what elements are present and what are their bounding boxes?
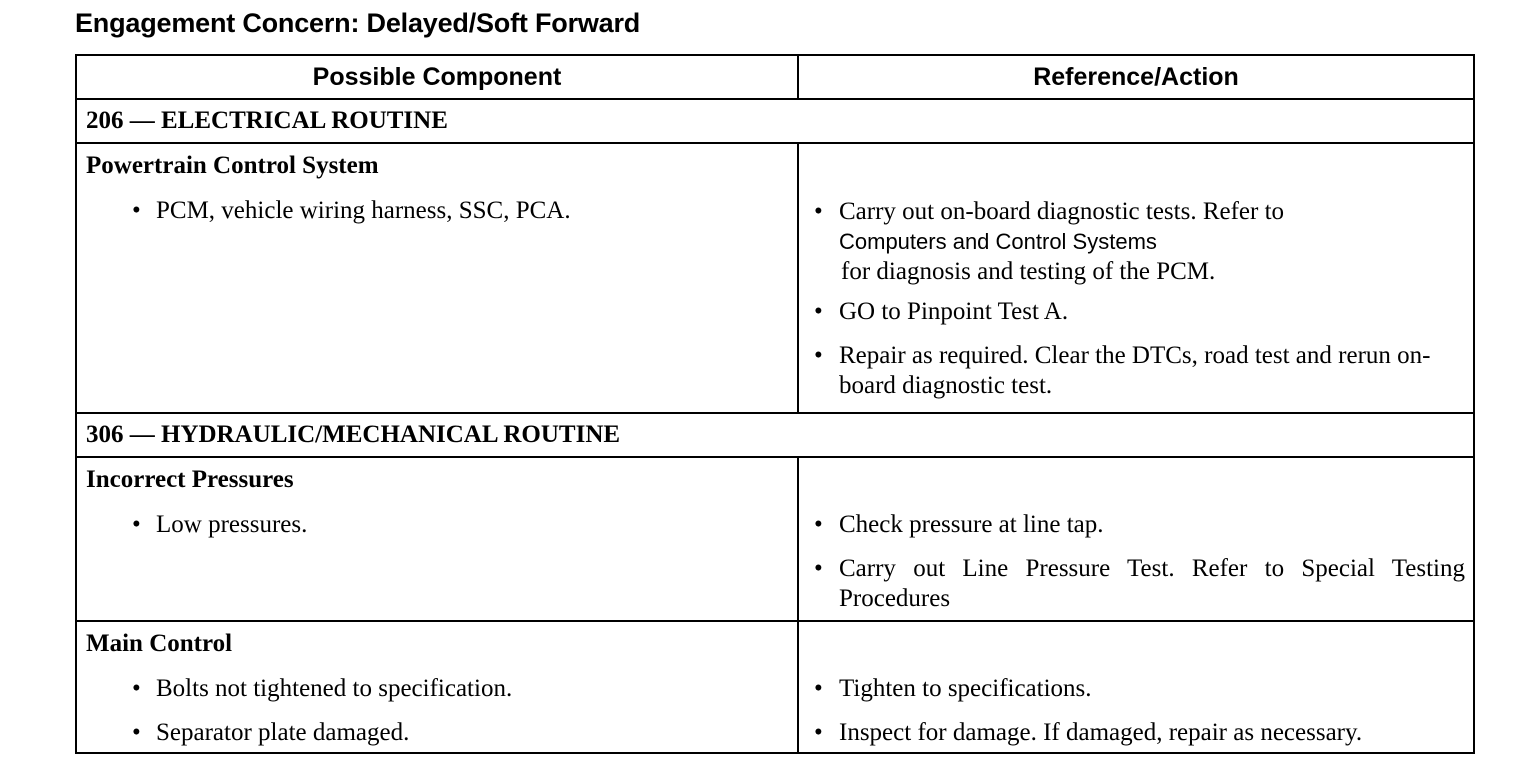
bullet-icon: • [814,342,823,369]
list-item [77,674,797,704]
component-text: PCM, vehicle wiring harness, SSC, PCA. [156,197,571,224]
table-row [76,143,1474,413]
routine-label: 306 — HYDRAULIC/MECHANICAL ROUTINE [76,413,1474,457]
list-item [799,718,1473,748]
action-list [799,674,1473,748]
page-title: Engagement Concern: Delayed/Soft Forward [75,8,641,38]
table-header-row [76,55,1474,99]
action-text: Repair as required. Clear the DTCs, road test and rerun on-board diagnostic test. [839,342,1431,399]
action-text: GO to Pinpoint Test A. [839,298,1069,325]
bullet-icon: • [814,298,823,325]
bullet-icon: • [814,719,823,746]
action-text: Inspect for damage. If damaged, repair as necessary. [839,719,1363,746]
header-possible-component: Possible Component [76,55,798,99]
reference-link[interactable]: Computers and Control Systems [839,229,1157,254]
action-text: for diagnosis and testing of the PCM. [841,258,1216,285]
component-list [77,674,797,748]
component-title: Incorrect Pressures [86,466,294,493]
component-cell [76,143,798,413]
action-list [799,197,1473,401]
list-item [799,297,1473,327]
bullet-icon: • [814,511,823,538]
component-text: Separator plate damaged. [156,719,410,746]
table-row [76,457,1474,621]
action-text: Carry out on-board diagnostic tests. Refer to [839,198,1285,225]
action-text: Tighten to specifications. [839,675,1092,702]
routine-label: 206 — ELECTRICAL ROUTINE [76,99,1474,143]
list-item [77,510,797,540]
bullet-icon: • [132,675,141,702]
component-title: Powertrain Control System [86,152,379,179]
component-list [77,510,797,540]
list-item [799,341,1473,401]
bullet-icon: • [132,719,141,746]
action-cell [798,457,1474,621]
component-list [77,196,797,226]
component-text: Low pressures. [156,511,308,538]
bullet-icon: • [132,197,141,224]
diagnosis-table [75,54,1475,754]
list-item [799,554,1473,614]
routine-row-electrical [76,99,1474,143]
action-list [799,510,1473,614]
action-text: Check pressure at line tap. [839,511,1104,538]
component-cell [76,457,798,621]
action-text: Carry out Line Pressure Test. Refer to Special Testing Procedures [839,555,1465,612]
list-item [799,197,1473,287]
list-item [799,674,1473,704]
header-reference-action: Reference/Action [798,55,1474,99]
bullet-icon: • [814,555,823,582]
component-text: Bolts not tightened to specification. [156,675,513,702]
list-item [77,718,797,748]
component-cell [76,621,798,753]
component-title: Main Control [86,630,233,657]
action-cell [798,143,1474,413]
list-item [77,196,797,226]
table-row [76,621,1474,753]
bullet-icon: • [814,675,823,702]
action-cell [798,621,1474,753]
bullet-icon: • [814,198,823,225]
list-item [799,510,1473,540]
routine-row-hydraulic [76,413,1474,457]
bullet-icon: • [132,511,141,538]
